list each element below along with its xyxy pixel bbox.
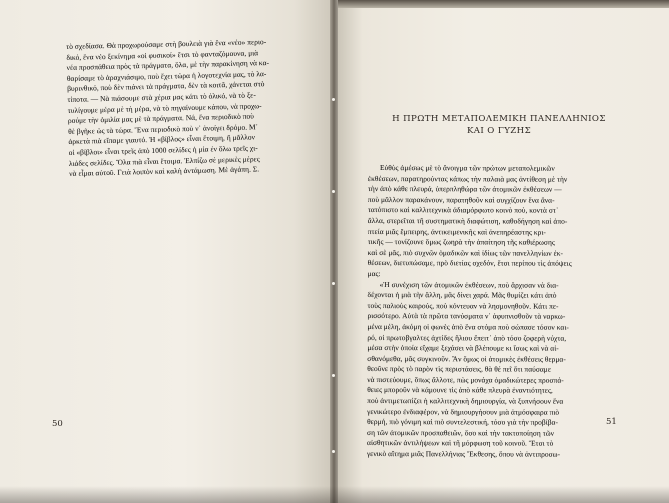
left-page-text	[66, 36, 305, 179]
text-line: αἰσθητικῶν ἀντιλήψεων καὶ τῆ μόρφωση τοῦ κοινοῦ. Ἔτσι τὸ	[367, 438, 554, 449]
text-line: θερμή, πιὸ γόνιμη καὶ πιὸ συντελεστική, τόσο γιὰ τὴν προβίβα-	[367, 417, 559, 427]
text-line: μας:	[367, 268, 381, 278]
text-line: θαρίσαμε τὸ ἀραχνιάσιμο, ποὺ ἔχει τώρα ἡ λογοτεχνία μας, τὸ λα-	[66, 68, 267, 83]
text-line: τοὺς παλιοὺς καιρούς, ποὺ κόντευαν νὰ λησμονηθοῦν. Κάτι πε-	[367, 300, 559, 311]
text-line: μένα μέλη, ἀκόμη οἱ φωνὲς ἀπὸ ἕνα στόμα ποὺ σώπασε τόσον και-	[367, 321, 569, 332]
chapter-heading	[368, 113, 630, 137]
text-line: ἄλλα, στερεῖται τῆ συστηματικὴ διαφώτιση, καθοδήγηση καὶ ἀπο-	[367, 215, 568, 226]
text-line: θειες μποροῦν νὰ κάμουνε τὶς ἀπὸ κάθε πλευρὰ ἐναντιότητες,	[367, 385, 553, 396]
text-line: βυρινθικό, ποὺ δὲν πιάνει τὰ πράγματα, δὲν τὰ κοιτᾶ, χάνεται στὸ	[67, 79, 265, 94]
text-line: καὶ σὲ μᾶς, πιὸ συχνῶν ὁμαδικῶν καὶ ἰδίως τῶν πανελληνίων ἐκ-	[367, 247, 564, 258]
binding-stitch	[332, 450, 335, 453]
book-spine	[330, 0, 338, 503]
binding-stitch	[332, 98, 335, 101]
text-line: ποὺ μᾶλλον παρακάνουν, παρατηθοῦν καὶ συγχίζουν ἕνα ἄνα-	[367, 194, 555, 205]
text-line: τατόπιστο καὶ καλλιτεχνικὰ ἀδιαμόρφωτο κοινὸ ποὺ, κοντὰ στ᾿	[367, 205, 559, 216]
text-line: ρισσότερο. Αὐτὰ τὰ πρῶτα τανύσματα ν᾿ ἀφυπνισθοῦν τὰ ναρκω-	[367, 311, 566, 322]
page-top-edge	[336, 0, 669, 8]
text-line: ση τῶν ἀτομικῶν προσπαθειῶν, ὅσο καὶ τὴν τακτοποίηση τῶν	[367, 427, 555, 438]
text-line: ρούμε τὴν ὁμιλία μας μὲ τὰ πράγματα. Νά, ἕνα περιοδικὸ ποὺ	[67, 111, 255, 126]
text-line: «Ἡ συνέχιση τῶν ἀτομικῶν ἐκθέσεων, ποὺ ἄρχισαν νὰ δια-	[379, 279, 559, 290]
text-line: δέχονται ἡ μιὰ τὴν ἄλλη, μᾶς δίνει χαρά. Μᾶς θυμίζει κάτι ἀπὸ	[367, 290, 557, 300]
text-line: τικῆς — τονίζουνε ὅμως ζωηρὰ τὴν ἀπαίτηση τῆς καθιέρωσης	[367, 237, 555, 247]
text-line: ρό, οἱ πρωτοβγαλτες ἀχτίδες ἥλιου ἔπειτ᾿ ἀπὸ τόσο ζοφερὴ νύχτα,	[367, 332, 567, 343]
binding-stitch	[332, 282, 335, 285]
text-line: τὸ σχεδίασα. Θὰ προχωρούσαμε στὴ βουλειὰ γιὰ ἕνα «νέο» περιο-	[66, 37, 267, 51]
text-line: θεοῦνε πρὸς τὸ παρὸν τὶς περιστάσεις, θὰ θέ πεῖ ὅτι παύσαμε	[367, 364, 551, 374]
text-line: ἐκθέσεων, παρατηρούντας κάπως τὴν παλαιὰ μας ἀντίθεση μὲ τὴν	[367, 173, 568, 184]
text-line: μέσα στὴν ὁποία εἴχαμε ξεχάσει νὰ βλέπουμε κι ἴσως καὶ νὰ αἰ-	[367, 343, 559, 353]
text-line: γενικώτερο ἐνδιαφέρον, νὰ δημιουργήσουν μιὰ ἀτμόσφαιρα πιὸ	[367, 406, 560, 417]
text-line: νὰ εἶμαι αὐτοῦ. Γειὰ λοιπὸν καὶ καλὴ ἀντάμωση. Μὲ ἀγάπη. Σ.	[69, 164, 260, 179]
binding-stitch	[332, 374, 335, 377]
text-line: θέσεων, διετυπώσαμε, πρὸ διετίας σχεδόν, ἔτσι περίπου τὶς ἀπόψεις	[367, 258, 572, 269]
text-line: ποὺ ἀντιμετωπίζει ἡ καλλιτεχνικὴ δημιουργία, νὰ ξυπνήσουν ἕνα	[367, 396, 564, 406]
binding-stitch	[332, 190, 335, 193]
text-line: νὰ πιστεύουμε, ὅπως ἄλλοτε, πὼς μονάχα ὁμαδικώτερες προσπά-	[367, 374, 564, 385]
heading-line-2: ΚΑΙ Ο ΓΥΖΗΣ	[466, 126, 532, 136]
text-line: πτεία μιᾶς ἔμπειρης, ἀντικειμενικῆς καὶ ἀνεπηρέαστης κρι-	[367, 226, 546, 237]
text-line: Εὐθὺς ἀμέσως μὲ τὸ ἄνοιγμα τῶν πρώτων μεταπολεμικῶν	[379, 163, 555, 173]
heading-line-1: Η ΠΡΩΤΗ ΜΕΤΑΠΟΛΕΜΙΚΗ ΠΑΝΕΛΛΗΝΙΟΣ	[392, 114, 606, 124]
table-shadow	[0, 486, 669, 503]
right-page-text	[367, 163, 632, 461]
text-line: γενικὸ αἴτημα μιᾶς Πανελλήνιας Ἔκθεσης, ὅπου νὰ ἀντιπροσω-	[366, 449, 561, 459]
text-line: θὲ βγῆκε ὡς τὰ τώρα. Ἕνα περιοδικὸ ποὺ ν᾿ ἀνοίγει δρόμο. Μ᾿	[68, 122, 259, 136]
text-line: δικό, ἕνα νέο ξεκίνημα «οἱ φυσικοί» ἔτσι τὸ φανταζόμουνα, μιὰ	[66, 47, 259, 62]
text-line: νέα προσπάθεια πρὸς τὰ πράγματα, ὅλα, μὲ τὴν παρακίνηση νὰ κα-	[66, 58, 270, 73]
text-line: τίποτα. — Νὰ πιάσουμε στὰ χέρια μας κάτι τὸ ὁλικό, νὰ τὸ ξε-	[67, 90, 257, 104]
page-number-left: 50	[52, 419, 63, 429]
text-line: λιάδες σελίδες. Ὅλα πιὰ εἶναι ἕτοιμα. Ἐλπίζω σὲ μερικὲς μέρες	[68, 153, 260, 168]
text-line: τὴν ἀπὸ κάθε πλευρά, ὑπερπληθώρα τῶν ἀτομικῶν ἐκθέσεων —	[367, 184, 562, 194]
text-line: ἀρκετὰ πιὰ εἴπαμε γιαυτό. Ἡ «βίβλος» εἶναι ἕτοιμη, ἢ μᾶλλον	[68, 132, 256, 147]
text-line: σθανόμεθα, μᾶς συγκινοῦν. Ἂν ὅμως οἱ ἀτομικὲς ἐκθέσεις θερμα-	[367, 353, 566, 364]
text-line: οἱ «βίβλοι» εἶναι τρεῖς ἀπὸ 1000 σελίδες ἡ μία ἐν ὅλω τρεῖς χι-	[68, 143, 258, 157]
text-line: τυλίγουμε μέρα μὲ τὴ μέρα, νὰ τὸ πηγαίνουμε κάπου, νὰ προχω-	[67, 100, 262, 115]
page-number-right: 51	[606, 417, 617, 427]
